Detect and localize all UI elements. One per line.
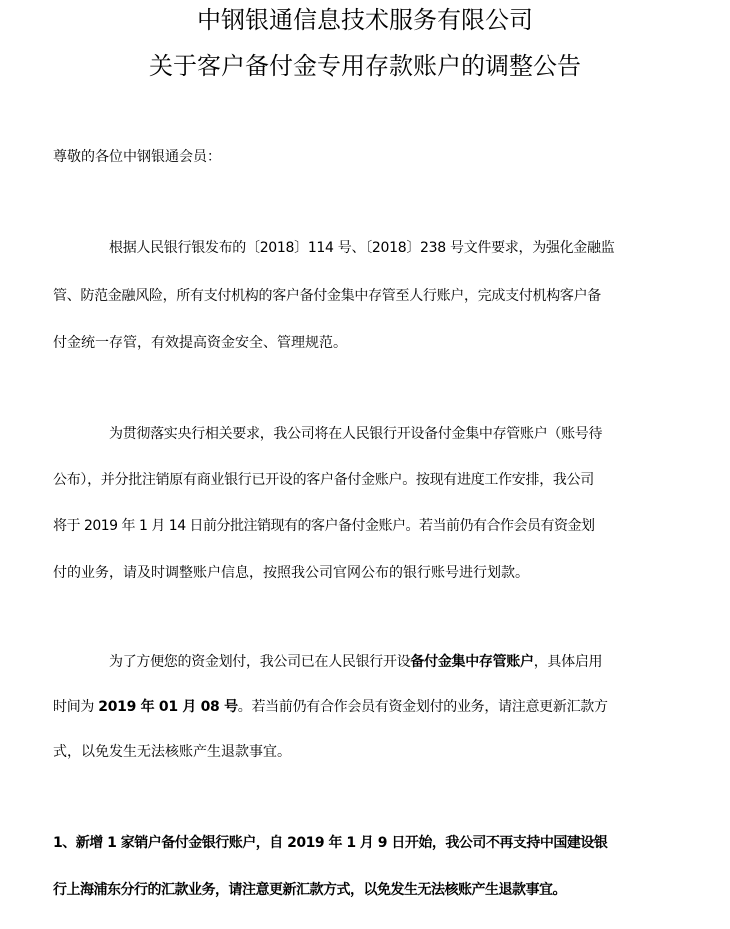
paragraph-line bbox=[53, 697, 608, 717]
paragraph-text: 。若当前仍有合作会员有资金划付的业务，请注意更新汇款方 bbox=[237, 699, 608, 715]
paragraph-line: 付的业务，请及时调整账户信息，按照我公司官网公布的银行账号进行划款。 bbox=[53, 565, 529, 581]
paragraph-line: 将于 2019 年 1 月 14 日前分批注销现有的客户备付金账户。若当前仍有合作会员有资金划 bbox=[53, 518, 595, 534]
announcement-title: 关于客户备付金专用存款账户的调整公告 bbox=[149, 52, 581, 80]
paragraph-line: 式，以免发生无法核账产生退款事宜。 bbox=[53, 744, 291, 760]
paragraph-text: ，具体启用 bbox=[533, 654, 603, 670]
paragraph-text: 时间为 bbox=[53, 699, 99, 715]
paragraph-line: 管、防范金融风险，所有支付机构的客户备付金集中存管至人行账户，完成支付机构客户备 bbox=[53, 288, 601, 304]
salutation: 尊敬的各位中钢银通会员： bbox=[53, 149, 221, 165]
highlight-account-name: 备付金集中存管账户 bbox=[410, 654, 534, 670]
paragraph-line: 1、新增 1 家销户备付金银行账户，自 2019 年 1 月 9 日开始，我公司不再支持中国建设银 bbox=[53, 835, 608, 851]
paragraph-line: 付金统一存管，有效提高资金安全、管理规范。 bbox=[53, 335, 347, 351]
paragraph-line: 根据人民银行银发布的〔2018〕114 号、〔2018〕238 号文件要求，为强化金融监 bbox=[109, 240, 615, 256]
paragraph-line: 行上海浦东分行的汇款业务，请注意更新汇款方式，以免发生无法核账产生退款事宜。 bbox=[53, 882, 566, 898]
paragraph-line bbox=[53, 652, 602, 672]
highlight-start-date: 2019 年 01 月 08 号 bbox=[98, 699, 238, 715]
paragraph-line: 公布），并分批注销原有商业银行已开设的客户备付金账户。按现有进度工作安排，我公司 bbox=[53, 472, 594, 488]
paragraph-line: 为贯彻落实央行相关要求，我公司将在人民银行开设备付金集中存管账户（账号待 bbox=[109, 426, 603, 442]
company-title: 中钢银通信息技术服务有限公司 bbox=[197, 6, 533, 34]
paragraph-text: 为了方便您的资金划付，我公司已在人民银行开设 bbox=[109, 654, 411, 670]
